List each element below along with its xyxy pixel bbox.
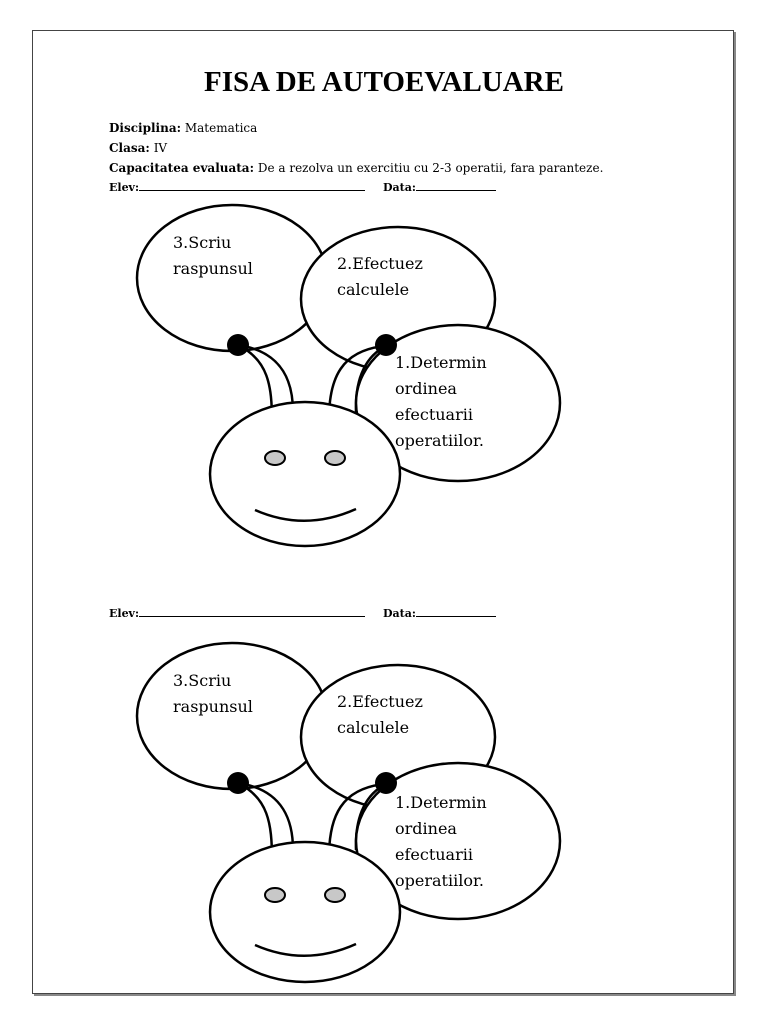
- data-label-1: Data:: [383, 181, 416, 194]
- capacitate-row: [109, 160, 603, 177]
- step1-line-1: 1.Determin: [395, 353, 487, 372]
- clasa-label: Clasa:: [109, 141, 150, 155]
- step3-line-2: raspunsul: [173, 259, 253, 278]
- elev-label-2: Elev:: [109, 607, 140, 620]
- step1-line-3: efectuarii: [395, 405, 473, 424]
- step2-line-2-2: calculele: [337, 718, 410, 737]
- disciplina-label: Disciplina:: [109, 121, 182, 135]
- step3-line-2-2: raspunsul: [173, 697, 253, 716]
- step1-line-4-2: operatiilor.: [395, 871, 484, 890]
- elev-field-1: [109, 180, 365, 194]
- diagram-1: [0, 200, 768, 560]
- data-field-1: [383, 180, 496, 194]
- step3-text-2: [173, 668, 253, 720]
- smiley-right-eye-2: [325, 888, 345, 902]
- step1-line-2-2: ordinea: [395, 819, 457, 838]
- elev-line-2[interactable]: [139, 606, 365, 617]
- data-line-1[interactable]: [416, 180, 496, 191]
- step2-line-1: 2.Efectuez: [337, 254, 423, 273]
- step1-line-4: operatiilor.: [395, 431, 484, 450]
- disciplina-row: [109, 120, 257, 137]
- clasa-value: IV: [153, 141, 168, 155]
- step1-text-2: [395, 790, 487, 894]
- diagram-2: [0, 638, 768, 998]
- smiley-left-eye-2: [265, 888, 285, 902]
- capacitate-label: Capacitatea evaluata:: [109, 161, 254, 175]
- elev-label-1: Elev:: [109, 181, 140, 194]
- data-label-2: Data:: [383, 607, 416, 620]
- balloon-knot-right: [375, 334, 397, 356]
- smiley-face: [210, 402, 400, 546]
- data-line-2[interactable]: [416, 606, 496, 617]
- balloon-knot-left-2: [227, 772, 249, 794]
- data-field-2: [383, 606, 496, 620]
- smiley-left-eye: [265, 451, 285, 465]
- step2-line-1-2: 2.Efectuez: [337, 692, 423, 711]
- stem-left-outer: [238, 345, 293, 412]
- step1-line-1-2: 1.Determin: [395, 793, 487, 812]
- step1-text: [395, 350, 487, 454]
- page-title: FISA DE AUTOEVALUARE: [204, 66, 564, 98]
- step3-text: [173, 230, 253, 282]
- clasa-row: [109, 140, 167, 157]
- step1-line-2: ordinea: [395, 379, 457, 398]
- capacitate-value: De a rezolva un exercitiu cu 2-3 operatii, fara paranteze.: [257, 161, 604, 175]
- stem-left-outer-2: [238, 783, 293, 850]
- step2-text-2: [337, 689, 423, 741]
- smiley-face-2: [210, 842, 400, 982]
- balloon-knot-left: [227, 334, 249, 356]
- step3-line-1: 3.Scriu: [173, 233, 232, 252]
- balloon-knot-right-2: [375, 772, 397, 794]
- smiley-right-eye: [325, 451, 345, 465]
- elev-line-1[interactable]: [139, 180, 365, 191]
- step3-line-1-2: 3.Scriu: [173, 671, 232, 690]
- elev-field-2: [109, 606, 365, 620]
- step2-text: [337, 251, 423, 303]
- step1-line-3-2: efectuarii: [395, 845, 473, 864]
- disciplina-value: Matematica: [184, 121, 258, 135]
- step2-line-2: calculele: [337, 280, 410, 299]
